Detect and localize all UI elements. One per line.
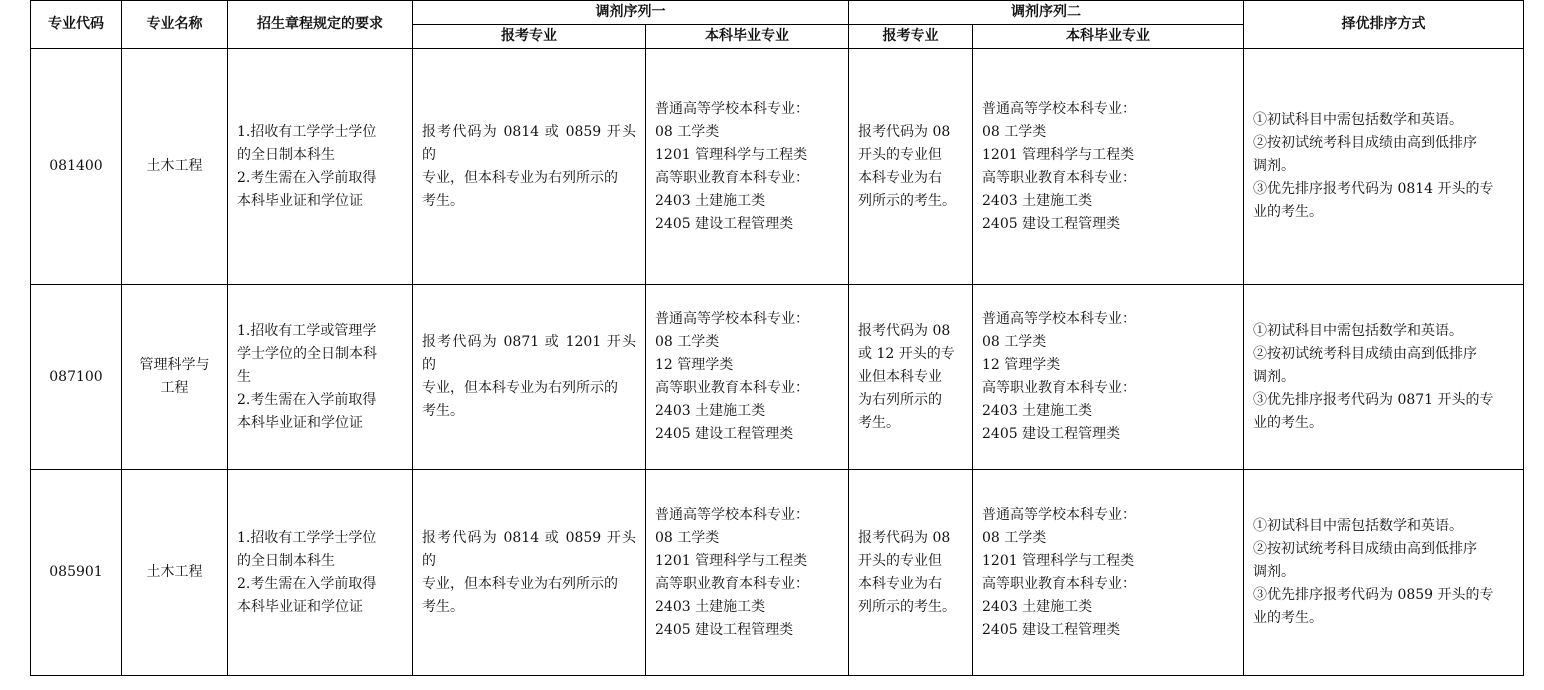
cell-seq1-grad-line: 1201 管理科学与工程类: [655, 146, 808, 163]
cell-seq1-grad-line: 2403 土建施工类: [655, 598, 766, 615]
cell-seq1-grad: [646, 49, 849, 285]
cell-sort-line: 调剂。: [1253, 564, 1295, 580]
cell-seq1-grad-line: 高等职业教育本科专业：: [655, 575, 809, 592]
cell-seq2-grad-line: 08 工学类: [982, 334, 1047, 350]
cell-seq2-grad-line: 高等职业教育本科专业：: [982, 169, 1136, 186]
cell-requirement-line: 2.考生需在入学前取得: [237, 575, 377, 592]
cell-requirement-line: 本科毕业证和学位证: [237, 414, 363, 431]
cell-code: [31, 285, 122, 470]
cell-seq2-grad-line: 普通高等学校本科专业：: [982, 311, 1136, 327]
table-row: [31, 470, 1524, 676]
cell-requirement-line: 的全日制本科生: [237, 552, 335, 569]
cell-name-line: 管理科学与: [139, 357, 210, 373]
cell-seq1-apply-line: 报考代码为 0814 或 0859 开头的: [422, 529, 636, 569]
table-row: [31, 285, 1524, 470]
cell-seq1-apply-line: 专业，但本科专业为右列所示的: [422, 380, 618, 396]
cell-sort-line: ③优先排序报考代码为 0871 开头的专: [1253, 391, 1494, 408]
cell-seq1-apply: [413, 285, 646, 470]
cell-seq2-apply-line: 开头的专业但: [858, 146, 942, 163]
cell-seq1-apply-line: 考生。: [422, 403, 464, 419]
cell-seq2-apply-line: 考生。: [858, 414, 900, 431]
cell-seq1-apply-line: 报考代码为 0871 或 1201 开头的: [422, 334, 636, 373]
cell-seq2-grad-line: 08 工学类: [982, 123, 1047, 140]
cell-seq2-grad-line: 12 管理学类: [982, 357, 1061, 373]
cell-seq2-grad-line: 普通高等学校本科专业：: [982, 506, 1136, 523]
cell-sort-line: ①初试科目中需包括数学和英语。: [1253, 112, 1463, 128]
cell-seq2-grad-line: 2405 建设工程管理类: [982, 215, 1121, 232]
cell-seq1-apply: [413, 470, 646, 676]
cell-seq2-grad-line: 2403 土建施工类: [982, 192, 1093, 209]
cell-seq2-apply-line: 列所示的考生。: [858, 598, 956, 615]
header-seq1-grad: 本科毕业专业: [646, 25, 849, 49]
cell-name: [122, 49, 228, 285]
cell-seq1-grad-line: 2405 建设工程管理类: [655, 426, 794, 442]
cell-requirement-line: 1.招收有工学学士学位: [237, 529, 377, 546]
cell-requirement: [228, 285, 413, 470]
cell-seq1-grad-line: 高等职业教育本科专业：: [655, 169, 809, 186]
cell-sort-line: ①初试科目中需包括数学和英语。: [1253, 322, 1463, 339]
cell-seq2-apply-line: 报考代码为 08: [858, 123, 951, 140]
cell-seq1-apply: [413, 49, 646, 285]
cell-sort-line: ③优先排序报考代码为 0814 开头的专: [1253, 181, 1494, 197]
header-seq1: 调剂序列一: [413, 1, 849, 25]
header-name: 专业名称: [122, 1, 228, 49]
cell-seq1-grad-line: 高等职业教育本科专业：: [655, 380, 809, 396]
cell-sort-line: ②按初试统考科目成绩由高到低排序: [1253, 541, 1477, 557]
cell-seq2-grad-line: 普通高等学校本科专业：: [982, 100, 1136, 117]
cell-seq2-grad-line: 2405 建设工程管理类: [982, 621, 1121, 638]
cell-seq2-apply-line: 为右列所示的: [858, 391, 942, 408]
cell-name: [122, 470, 228, 676]
cell-seq1-grad-line: 1201 管理科学与工程类: [655, 552, 808, 569]
cell-seq2-grad-line: 1201 管理科学与工程类: [982, 552, 1135, 569]
cell-seq2-apply-line: 报考代码为 08: [858, 529, 951, 546]
cell-seq1-grad: [646, 470, 849, 676]
cell-seq1-grad-line: 普通高等学校本科专业：: [655, 100, 809, 117]
header-seq1-apply: 报考专业: [413, 25, 646, 49]
cell-sort-line: ②按初试统考科目成绩由高到低排序: [1253, 345, 1477, 362]
cell-seq1-grad: [646, 285, 849, 470]
cell-seq1-apply-line: 专业，但本科专业为右列所示的: [422, 575, 618, 592]
cell-name-line: 土木工程: [146, 158, 203, 174]
cell-requirement-line: 生: [237, 368, 251, 385]
cell-requirement-line: 2.考生需在入学前取得: [237, 391, 377, 408]
cell-requirement-line: 本科毕业证和学位证: [237, 598, 363, 615]
header-sort: 择优排序方式: [1244, 1, 1524, 49]
cell-seq2-grad-line: 2403 土建施工类: [982, 403, 1093, 419]
cell-seq1-grad-line: 普通高等学校本科专业：: [655, 506, 809, 523]
cell-seq2-grad: [973, 470, 1244, 676]
cell-seq1-apply-line: 考生。: [422, 598, 464, 615]
cell-code: [31, 49, 122, 285]
header-requirement: 招生章程规定的要求: [228, 1, 413, 49]
cell-seq1-grad-line: 2405 建设工程管理类: [655, 215, 794, 232]
cell-seq1-grad-line: 普通高等学校本科专业：: [655, 311, 809, 327]
cell-seq2-grad-line: 高等职业教育本科专业：: [982, 380, 1136, 396]
cell-seq2-apply: [849, 49, 973, 285]
cell-sort: [1244, 470, 1524, 676]
cell-seq2-apply-line: 本科专业为右: [858, 169, 942, 186]
cell-sort-line: ③优先排序报考代码为 0859 开头的专: [1253, 587, 1494, 603]
cell-seq1-grad-line: 08 工学类: [655, 334, 720, 350]
cell-sort-line: 业的考生。: [1253, 204, 1323, 220]
cell-seq2-apply-line: 业但本科专业: [858, 368, 942, 385]
cell-code-line: 081400: [49, 158, 103, 174]
cell-code: [31, 470, 122, 676]
cell-seq2-apply: [849, 285, 973, 470]
cell-seq2-grad-line: 高等职业教育本科专业：: [982, 575, 1136, 592]
cell-requirement: [228, 49, 413, 285]
cell-seq1-grad-line: 12 管理学类: [655, 357, 734, 373]
cell-seq2-apply: [849, 470, 973, 676]
cell-seq2-grad-line: 2403 土建施工类: [982, 598, 1093, 615]
cell-sort-line: 业的考生。: [1253, 414, 1323, 431]
header-seq2: 调剂序列二: [849, 1, 1244, 25]
cell-sort-line: ①初试科目中需包括数学和英语。: [1253, 518, 1463, 534]
cell-requirement: [228, 470, 413, 676]
cell-seq2-apply-line: 本科专业为右: [858, 575, 942, 592]
cell-sort: [1244, 285, 1524, 470]
cell-seq1-apply-line: 报考代码为 0814 或 0859 开头的: [422, 123, 636, 163]
cell-seq1-grad-line: 2403 土建施工类: [655, 192, 766, 209]
cell-code-line: 087100: [49, 368, 103, 385]
cell-seq1-grad-line: 2405 建设工程管理类: [655, 621, 794, 638]
cell-seq2-grad-line: 2405 建设工程管理类: [982, 426, 1121, 442]
cell-seq2-grad-line: 1201 管理科学与工程类: [982, 146, 1135, 163]
cell-seq1-apply-line: 考生。: [422, 192, 464, 209]
cell-seq2-apply-line: 列所示的考生。: [858, 192, 956, 209]
cell-sort-line: 调剂。: [1253, 158, 1295, 174]
table-row: [31, 49, 1524, 285]
cell-sort-line: 调剂。: [1253, 368, 1295, 385]
cell-seq2-grad: [973, 285, 1244, 470]
cell-sort: [1244, 49, 1524, 285]
cell-seq2-grad-line: 08 工学类: [982, 529, 1047, 546]
cell-seq1-grad-line: 08 工学类: [655, 123, 720, 140]
header-code: 专业代码: [31, 1, 122, 49]
cell-seq2-apply-line: 报考代码为 08: [858, 322, 951, 339]
cell-name: [122, 285, 228, 470]
cell-name-line: 工程: [160, 380, 189, 396]
cell-seq1-grad-line: 08 工学类: [655, 529, 720, 546]
cell-requirement-line: 的全日制本科生: [237, 146, 335, 163]
cell-seq2-grad: [973, 49, 1244, 285]
cell-sort-line: 业的考生。: [1253, 610, 1323, 626]
cell-requirement-line: 学士学位的全日制本科: [237, 345, 377, 362]
cell-sort-line: ②按初试统考科目成绩由高到低排序: [1253, 135, 1477, 151]
cell-requirement-line: 1.招收有工学学士学位: [237, 123, 377, 140]
cell-seq1-apply-line: 专业，但本科专业为右列所示的: [422, 169, 618, 186]
adjustment-table: [30, 0, 1524, 676]
cell-code-line: 085901: [49, 564, 103, 580]
cell-requirement-line: 2.考生需在入学前取得: [237, 169, 377, 186]
cell-name-line: 土木工程: [146, 564, 203, 580]
cell-seq2-apply-line: 开头的专业但: [858, 552, 942, 569]
cell-requirement-line: 本科毕业证和学位证: [237, 192, 363, 209]
cell-seq1-grad-line: 2403 土建施工类: [655, 403, 766, 419]
header-seq2-apply: 报考专业: [849, 25, 973, 49]
cell-seq2-apply-line: 或 12 开头的专: [858, 345, 955, 362]
header-seq2-grad: 本科毕业专业: [973, 25, 1244, 49]
cell-requirement-line: 1.招收有工学或管理学: [237, 322, 377, 339]
